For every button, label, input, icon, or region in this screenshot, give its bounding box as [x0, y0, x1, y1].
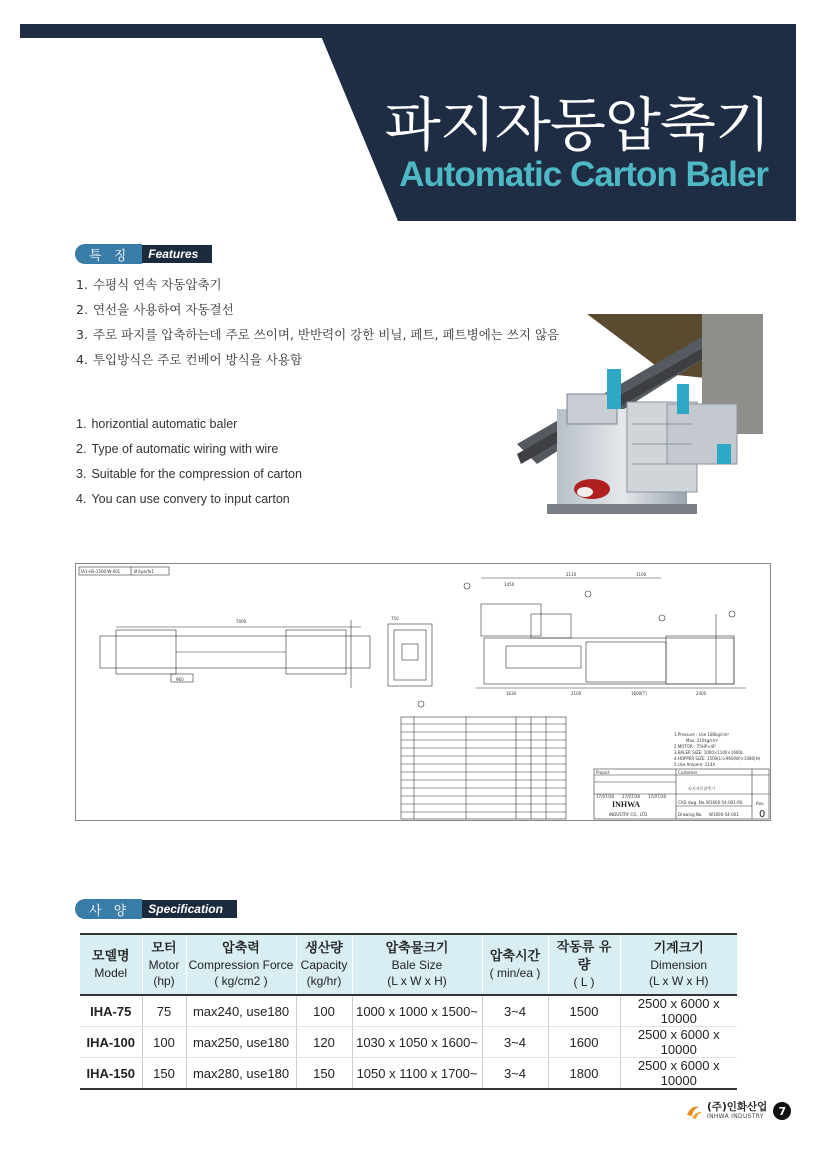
- column-header: 압축력 Compression Force ( kg/cm2 ): [186, 934, 296, 995]
- drawing-note: 5.Use Ampere: 114A: [674, 762, 716, 767]
- column-header: 작동류 유량 ( L ): [548, 934, 620, 995]
- table-row: [80, 1058, 737, 1090]
- time-cell: 3~4: [482, 1027, 548, 1058]
- dimension-label: 1450: [504, 582, 515, 587]
- machine-photo: [517, 314, 763, 518]
- dimension-label: 2400: [696, 691, 707, 696]
- title-block-cad-label: CAD dwg. No.: [678, 800, 706, 805]
- company-name-en: INHWA INDUSTRY: [707, 1112, 764, 1120]
- bale-size-cell: 1000 x 1000 x 1500~: [352, 995, 482, 1027]
- features-section-label: [75, 244, 212, 264]
- title-block-rev-label: Rev.: [756, 801, 765, 806]
- features-list-korean: [76, 272, 559, 372]
- dimension-cell: 2500 x 6000 x 10000: [620, 1058, 737, 1090]
- page-title-korean: 파지자동압축기: [384, 91, 770, 159]
- model-cell: IHA-150: [80, 1058, 142, 1090]
- compression-cell: max280, use180: [186, 1058, 296, 1090]
- model-cell: IHA-75: [80, 995, 142, 1027]
- drawing-note: 3.BALER SIZE: 1000×1100×1600L: [674, 750, 744, 755]
- model-cell: IHA-100: [80, 1027, 142, 1058]
- column-header: 생산량 Capacity (kg/hr): [296, 934, 352, 995]
- title-block-customer-label: Customer: [678, 770, 698, 775]
- technical-drawing: [75, 563, 771, 821]
- header-banner: [20, 24, 796, 221]
- specification-table: [80, 933, 737, 1090]
- dimension-cell: 2500 x 6000 x 10000: [620, 995, 737, 1027]
- feature-item: 1. 수평식 연속 자동압축기: [76, 277, 222, 292]
- oil-flow-cell: 1600: [548, 1027, 620, 1058]
- dimension-label: 2100: [571, 691, 582, 696]
- capacity-cell: 100: [296, 995, 352, 1027]
- column-header: 모델명 Model: [80, 934, 142, 995]
- spec-label-en: Specification: [138, 900, 237, 918]
- feature-item: 4. 투입방식은 주로 컨베어 방식을 사용함: [76, 352, 303, 367]
- spec-section-label: [75, 899, 237, 919]
- feature-item: 3. Suitable for the compression of carton: [76, 467, 302, 481]
- motor-cell: 100: [142, 1027, 186, 1058]
- spec-label-ko: 사 양: [75, 899, 142, 919]
- drawing-note: 2.MOTOR : 75HP×4P: [674, 744, 716, 749]
- title-block-project-label: Project: [596, 770, 610, 775]
- table-row: [80, 1027, 737, 1058]
- features-label-en: Features: [138, 245, 212, 263]
- title-block-drawing-number: W1600-54-001: [709, 812, 739, 817]
- title-block-drawing-label: Drawing No.: [678, 812, 703, 817]
- company-logo-icon: [684, 1101, 704, 1121]
- column-header: 압축시간 ( min/ea ): [482, 934, 548, 995]
- dimension-label: 750: [391, 616, 399, 621]
- compression-cell: max250, use180: [186, 1027, 296, 1058]
- bale-size-cell: 1050 x 1100 x 1700~: [352, 1058, 482, 1090]
- oil-flow-cell: 1500: [548, 995, 620, 1027]
- time-cell: 3~4: [482, 995, 548, 1027]
- feature-item: 1. horizontial automatic baler: [76, 417, 238, 431]
- capacity-cell: 150: [296, 1058, 352, 1090]
- feature-item: 2. 연선을 사용하여 자동결선: [76, 302, 234, 317]
- dimension-label: 7000: [236, 619, 247, 624]
- title-block-rev: 0: [759, 809, 766, 820]
- column-header: 압축물크기 Bale Size (L x W x H): [352, 934, 482, 995]
- dimension-label: 1600[T]: [631, 691, 647, 696]
- dimension-label: 1100: [636, 572, 647, 577]
- title-block-date: 17/07/28: [622, 794, 640, 799]
- company-brand: [707, 1102, 767, 1120]
- title-block-part-name: 파지자동압축기: [688, 786, 716, 791]
- capacity-cell: 120: [296, 1027, 352, 1058]
- drawing-note: 4.HOPPER SIZE: 1500(L)×960(W)×1080(H): [674, 756, 761, 761]
- table-row: [80, 995, 737, 1027]
- title-block-date: 17/07/28: [596, 794, 614, 799]
- title-block-cad-number: W1600-54-001-R0: [706, 800, 743, 805]
- motor-cell: 150: [142, 1058, 186, 1090]
- feature-item: 3. 주로 파지를 압축하는데 주로 쓰이며, 반반력이 강한 비닐, 페트, 페트병에는 쓰지 않음: [76, 327, 560, 342]
- column-header: 기계크기 Dimension (L x W x H): [620, 934, 737, 995]
- features-label-ko: 특 징: [75, 244, 142, 264]
- drawing-top-label-right: Ø Eparfo1: [134, 569, 154, 574]
- title-block-date: 17/07/28: [648, 794, 666, 799]
- compression-cell: max240, use180: [186, 995, 296, 1027]
- page-number: 7: [773, 1102, 791, 1120]
- feature-item: 2. Type of automatic wiring with wire: [76, 442, 279, 456]
- title-block-company-sub: INDUSTRY CO., LTD: [609, 812, 648, 817]
- drawing-top-label-left: IA3-HS-1500-W-001: [81, 569, 121, 574]
- time-cell: 3~4: [482, 1058, 548, 1090]
- dimension-label: 2110: [566, 572, 577, 577]
- bale-size-cell: 1030 x 1050 x 1600~: [352, 1027, 482, 1058]
- oil-flow-cell: 1800: [548, 1058, 620, 1090]
- company-name-ko: (주)인화산업: [707, 1101, 768, 1114]
- dimension-label: 960: [176, 677, 184, 682]
- drawing-note: 1.Pressure : Use 180kg/cm²: [674, 732, 730, 737]
- feature-item: 4. You can use convery to input carton: [76, 492, 290, 506]
- page-title-english: Automatic Carton Baler: [399, 155, 768, 194]
- table-header-row: [80, 934, 737, 995]
- drawing-note: Max. 210kg/cm²: [686, 738, 719, 743]
- column-header: 모터 Motor (hp): [142, 934, 186, 995]
- page-footer: [684, 1101, 791, 1121]
- features-list-english: [76, 412, 302, 512]
- dimension-cell: 2500 x 6000 x 10000: [620, 1027, 737, 1058]
- motor-cell: 75: [142, 995, 186, 1027]
- dimension-label: 1630: [506, 691, 517, 696]
- title-block-company: INHWA: [612, 800, 641, 809]
